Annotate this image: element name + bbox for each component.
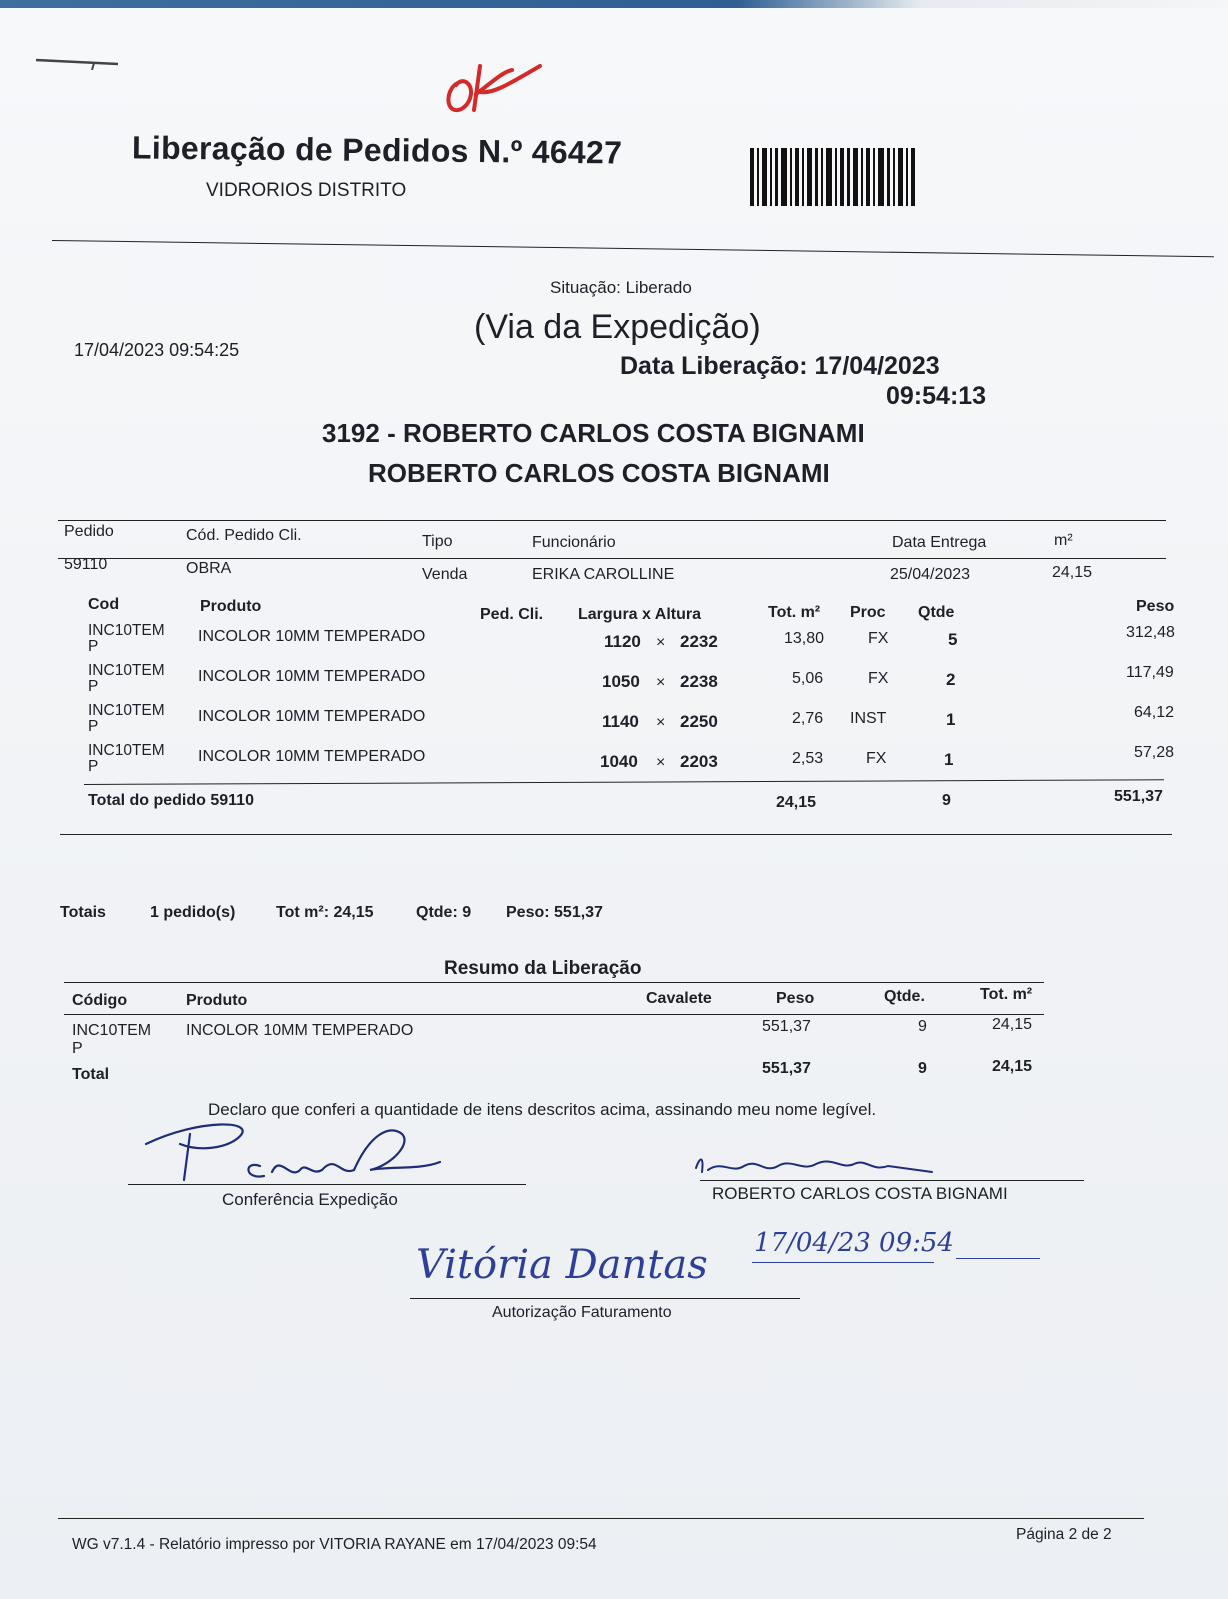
handwritten-signature-3: Vitória Dantas [416, 1242, 708, 1288]
item-produto: INCOLOR 10MM TEMPERADO [198, 708, 426, 725]
totais-peso: Peso: 551,37 [506, 904, 603, 921]
item-qtde: 1 [946, 710, 956, 729]
header-divider [52, 240, 1214, 257]
handwritten-date-underline [752, 1262, 934, 1263]
item-qtde: 2 [946, 670, 956, 689]
declaration-text: Declaro que conferi a quantidade de itens descritos acima, assinando meu nome legível. [208, 1100, 877, 1119]
item-altura: 2203 [680, 752, 718, 771]
resumo-tot: 24,15 [992, 1016, 1033, 1033]
item-largura: 1140 [602, 712, 639, 731]
resumo-col-peso: Peso [776, 990, 815, 1007]
order-total-qtde: 9 [942, 792, 951, 809]
barcode-icon [750, 148, 955, 206]
item-altura: 2238 [680, 672, 718, 691]
handwritten-ok [440, 52, 550, 118]
col-qtde: Qtde [918, 604, 955, 621]
handwritten-date: 17/04/23 09:54 [754, 1228, 954, 1258]
resumo-col-qtde: Qtde. [884, 988, 925, 1005]
item-cod: INC10TEM [88, 622, 165, 639]
item-altura: 2250 [680, 712, 718, 731]
resumo-col-produto: Produto [186, 992, 248, 1009]
col-largura-altura: Largura x Altura [578, 606, 701, 623]
item-cod-cont: P [88, 638, 99, 655]
item-produto: INCOLOR 10MM TEMPERADO [198, 668, 426, 685]
order-total-m2: 24,15 [776, 794, 817, 811]
totais-qtde: Qtde: 9 [416, 904, 472, 921]
item-largura: 1120 [604, 632, 641, 651]
order-data-entrega: 25/04/2023 [890, 566, 971, 583]
print-datetime: 17/04/2023 09:54:25 [74, 340, 240, 360]
order-tipo: Venda [422, 566, 468, 583]
col-data-entrega: Data Entrega [892, 534, 987, 551]
items-total-rule [84, 779, 1164, 785]
col-ped-cli: Ped. Cli. [480, 606, 544, 623]
item-cod-cont: P [88, 678, 99, 695]
times-icon: × [656, 714, 666, 731]
col-tot-m2: Tot. m² [768, 604, 821, 621]
item-cod: INC10TEM [88, 742, 165, 759]
item-produto: INCOLOR 10MM TEMPERADO [198, 628, 426, 645]
resumo-col-tot: Tot. m² [980, 986, 1033, 1003]
item-proc: FX [868, 670, 889, 687]
release-date: Data Liberação: 17/04/2023 [620, 352, 940, 380]
resumo-produto: INCOLOR 10MM TEMPERADO [186, 1022, 414, 1039]
order-table-top-rule [58, 520, 1166, 521]
resumo-header-rule [64, 1014, 1044, 1015]
resumo-total-peso: 551,37 [762, 1060, 811, 1077]
signature-label-conferencia: Conferência Expedição [222, 1190, 398, 1209]
resumo-qtde: 9 [918, 1018, 927, 1035]
order-section-rule [60, 834, 1172, 835]
document-page [0, 8, 1228, 1599]
item-peso: 117,49 [1126, 664, 1174, 681]
col-produto: Produto [200, 598, 262, 615]
client-line-1: 3192 - ROBERTO CARLOS COSTA BIGNAMI [322, 418, 865, 448]
footer-page-number: Página 2 de 2 [1016, 1526, 1112, 1543]
handwritten-signature-1 [140, 1114, 460, 1184]
item-tot: 5,06 [792, 670, 824, 687]
item-qtde: 1 [944, 750, 954, 769]
resumo-total-qtde: 9 [918, 1060, 927, 1077]
item-cod-cont: P [88, 758, 99, 775]
order-funcionario: ERIKA CAROLLINE [532, 566, 675, 583]
col-funcionario: Funcionário [532, 534, 616, 551]
client-line-2: ROBERTO CARLOS COSTA BIGNAMI [368, 458, 830, 488]
item-tot: 2,76 [792, 710, 824, 727]
totais-pedidos: 1 pedido(s) [150, 904, 236, 921]
resumo-title: Resumo da Liberação [444, 958, 642, 979]
col-tipo: Tipo [422, 533, 453, 550]
company-name: VIDRORIOS DISTRITO [206, 180, 407, 201]
signature-line-conferencia [128, 1184, 526, 1185]
order-table-header-rule [58, 558, 1166, 559]
item-peso: 312,48 [1126, 624, 1175, 641]
times-icon: × [656, 754, 666, 771]
totais-m2: Tot m²: 24,15 [276, 904, 374, 921]
resumo-total-label: Total [72, 1066, 110, 1083]
totais-label: Totais [60, 904, 106, 921]
order-total-label: Total do pedido 59110 [88, 792, 254, 809]
col-cod: Cod [88, 596, 120, 613]
resumo-cod: INC10TEM [72, 1022, 152, 1039]
item-qtde: 5 [948, 630, 958, 649]
item-proc: FX [868, 630, 889, 647]
signature-label-cliente: ROBERTO CARLOS COSTA BIGNAMI [712, 1184, 1008, 1203]
footer-rule [58, 1518, 1144, 1519]
order-pedido: 59110 [64, 556, 108, 573]
item-proc: INST [850, 710, 887, 727]
item-cod: INC10TEM [88, 662, 165, 679]
signature-label-autorizacao: Autorização Faturamento [492, 1304, 672, 1321]
resumo-top-rule [64, 982, 1044, 983]
item-tot: 2,53 [792, 750, 824, 767]
resumo-col-codigo: Código [72, 992, 128, 1009]
times-icon: × [656, 674, 666, 691]
order-m2: 24,15 [1052, 564, 1093, 581]
item-largura: 1040 [600, 752, 638, 771]
col-m2: m² [1054, 532, 1073, 549]
handwritten-signature-2 [692, 1150, 942, 1180]
signature-line-cliente [700, 1180, 1084, 1181]
times-icon: × [656, 634, 666, 651]
order-cod-cli: OBRA [186, 560, 232, 577]
order-total-peso: 551,37 [1114, 788, 1163, 805]
item-largura: 1050 [602, 672, 640, 691]
resumo-total-tot: 24,15 [992, 1058, 1033, 1075]
resumo-col-cavalete: Cavalete [646, 990, 712, 1007]
item-altura: 2232 [680, 632, 718, 651]
item-cod-cont: P [88, 718, 99, 735]
release-time: 09:54:13 [886, 382, 987, 410]
item-cod: INC10TEM [88, 702, 165, 719]
status-text: Situação: Liberado [550, 278, 692, 297]
resumo-peso: 551,37 [762, 1018, 811, 1035]
signature-line-autorizacao [410, 1298, 800, 1299]
resumo-cod-cont: P [72, 1040, 83, 1057]
col-proc: Proc [850, 604, 886, 621]
col-cod-cli: Cód. Pedido Cli. [186, 527, 302, 544]
footer-print-info: WG v7.1.4 - Relatório impresso por VITORIA RAYANE em 17/04/2023 09:54 [72, 1536, 597, 1553]
col-pedido: Pedido [64, 523, 114, 540]
via-label: (Via da Expedição) [474, 308, 761, 346]
item-tot: 13,80 [784, 630, 825, 647]
col-peso: Peso [1136, 598, 1175, 615]
item-produto: INCOLOR 10MM TEMPERADO [198, 748, 426, 765]
item-peso: 57,28 [1134, 744, 1175, 761]
page-title: Liberação de Pedidos N.º 46427 [131, 129, 623, 171]
item-peso: 64,12 [1134, 704, 1175, 721]
pen-mark-icon [34, 54, 120, 70]
item-proc: FX [866, 750, 887, 767]
handwritten-time-underline [956, 1258, 1040, 1259]
